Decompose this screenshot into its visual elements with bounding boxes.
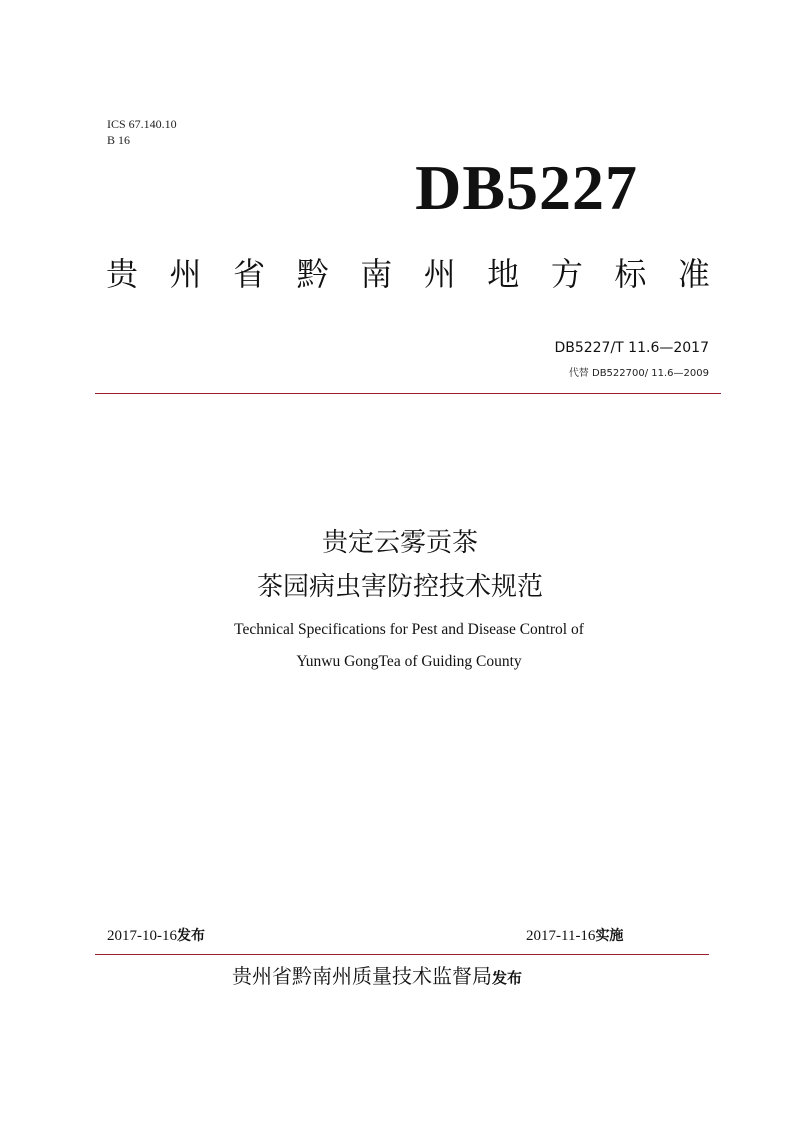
title-en-line2: Yunwu GongTea of Guiding County bbox=[296, 653, 522, 670]
issuer-name: 贵州省黔南州质量技术监督局 bbox=[232, 964, 492, 988]
title-en-line1: Technical Specifications for Pest and Disease Control of bbox=[234, 621, 584, 638]
top-divider bbox=[95, 393, 721, 394]
title-cn-line2: 茶园病虫害防控技术规范 bbox=[256, 572, 543, 602]
standard-code: DB5227 bbox=[415, 152, 638, 223]
standard-number: DB5227/T 11.6—2017 bbox=[554, 340, 709, 356]
bottom-divider bbox=[95, 954, 709, 955]
standard-type-char: 贵 bbox=[106, 255, 139, 293]
ccs-code: B 16 bbox=[107, 133, 131, 147]
standard-type-char: 地 bbox=[487, 255, 520, 293]
replaces-note: 代替 DB522700/ 11.6—2009 bbox=[568, 368, 709, 379]
issuer bbox=[232, 962, 522, 992]
implement-date-value: 2017-11-16 bbox=[526, 928, 596, 944]
implement-date bbox=[526, 926, 623, 946]
ics-code: ICS 67.140.10 bbox=[107, 117, 177, 131]
standard-type-char: 黔 bbox=[296, 255, 329, 293]
standard-type-char: 标 bbox=[614, 255, 647, 293]
standard-type-char: 省 bbox=[233, 255, 266, 293]
standard-type-char: 州 bbox=[169, 255, 202, 293]
issue-label: 发布 bbox=[177, 928, 205, 944]
issue-date bbox=[107, 926, 205, 946]
standard-type bbox=[106, 252, 710, 296]
standard-type-char: 州 bbox=[423, 255, 456, 293]
classification-codes bbox=[107, 116, 177, 148]
title-cn-line1: 贵定云雾贡茶 bbox=[321, 528, 478, 558]
standard-type-char: 准 bbox=[677, 255, 710, 293]
implement-label: 实施 bbox=[595, 928, 624, 944]
standard-type-char: 南 bbox=[360, 255, 393, 293]
standard-type-char: 方 bbox=[550, 255, 583, 293]
issue-date-value: 2017-10-16 bbox=[107, 928, 177, 944]
issuer-label: 发布 bbox=[492, 969, 523, 987]
